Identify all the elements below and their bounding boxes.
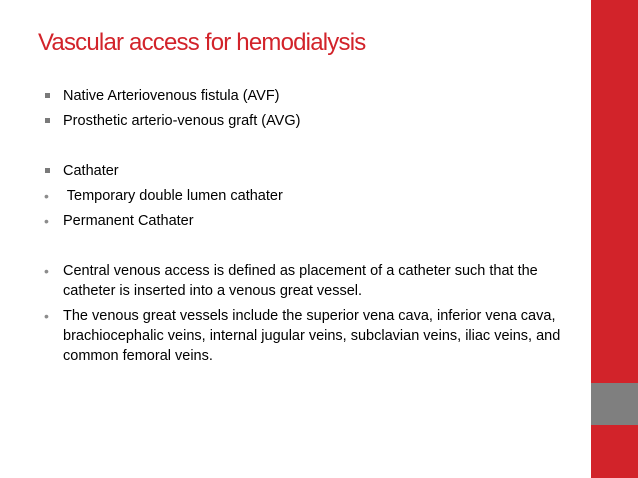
side-accent-bar-red [591,0,638,383]
dot-bullet-icon: • [44,263,49,279]
bullet-text: Cathater [63,163,119,179]
bullet-item [44,161,592,181]
bullet-list [44,86,592,366]
bullet-text: The venous great vessels include the superior vena cava, inferior vena cava, brachiocephalic veins, internal jugular veins, subclavian veins, iliac veins, and common femoral veins. [63,308,561,364]
dot-bullet-icon: • [44,308,49,324]
bullet-text: Native Arteriovenous fistula (AVF) [63,88,280,104]
bullet-text: Central venous access is defined as placement of a catheter such that the catheter is inserted into a venous great vessel. [63,263,538,299]
side-accent-bar-gray [591,383,638,425]
bullet-item [44,211,592,231]
bullet-item [44,186,592,206]
bullet-text: Temporary double lumen cathater [63,188,283,204]
bullet-item [44,111,592,131]
dot-bullet-icon: • [44,213,49,229]
bullet-item [44,86,592,106]
bullet-item [44,306,592,366]
dot-bullet-icon: • [44,188,49,204]
bullet-text: Permanent Cathater [63,213,194,229]
side-accent-bar-red-bottom [591,425,638,478]
bullet-text: Prosthetic arterio-venous graft (AVG) [63,113,301,129]
slide-title: Vascular access for hemodialysis [38,29,366,56]
bullet-item [44,261,592,301]
